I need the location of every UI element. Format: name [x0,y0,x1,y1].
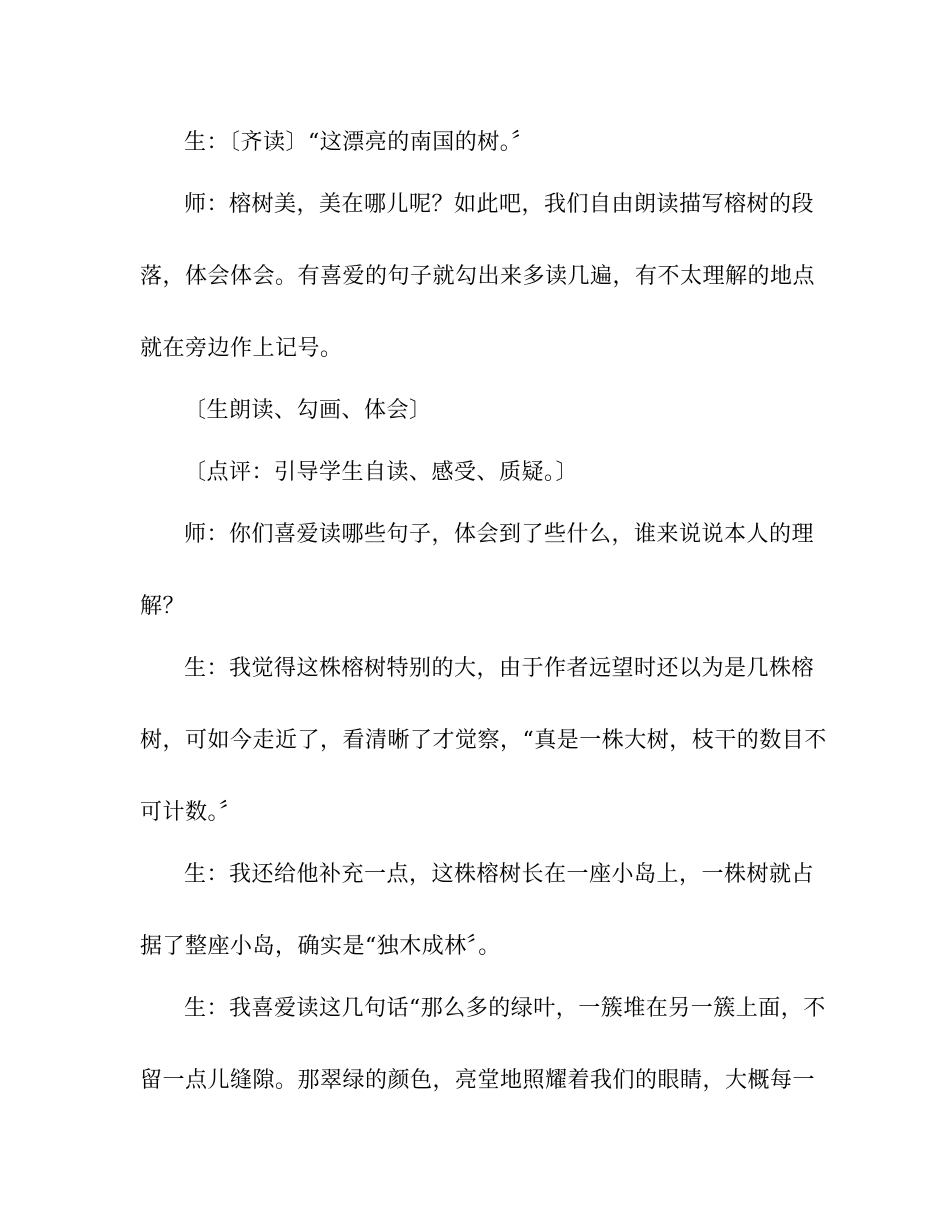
paragraph-line: 生：我还给他补充一点，这株榕树长在一座小岛上，一株树就占 [184,862,815,887]
paragraph-line: 据了整座小岛，确实是“独木成林〞。 [140,934,501,959]
paragraph-line: 〔生朗读、勾画、体会〕 [184,398,432,423]
paragraph-line: 树，可如今走近了，看清晰了才觉察，“真是一株大树，枝干的数目不 [140,728,827,753]
paragraph-line: 留一点儿缝隙。那翠绿的颜色，亮堂地照耀着我们的眼睛，大概每一 [140,1068,816,1093]
paragraph-line: 就在旁边作上记号。 [140,336,343,361]
paragraph-line: 落，体会体会。有喜爱的句子就勾出来多读几遍，有不太理解的地点 [140,264,816,289]
paragraph-line: 〔点评：引导学生自读、感受、质疑。〕 [184,460,579,485]
paragraph-line: 解？ [140,594,186,619]
paragraph-line: 师：榕树美，美在哪儿呢？如此吧，我们自由朗读描写榕树的段 [184,192,815,217]
paragraph-line: 生：〔齐读〕“这漂亮的南国的树。〞 [184,130,534,155]
paragraph-line: 生：我喜爱读这几句话“那么多的绿叶，一簇堆在另一簇上面，不 [184,996,826,1021]
paragraph-line: 可计数。〞 [140,800,242,825]
paragraph-line: 生：我觉得这株榕树特别的大，由于作者远望时还以为是几株榕 [184,656,815,681]
paragraph-line: 师：你们喜爱读哪些句子，体会到了些什么，谁来说说本人的理 [184,522,815,547]
